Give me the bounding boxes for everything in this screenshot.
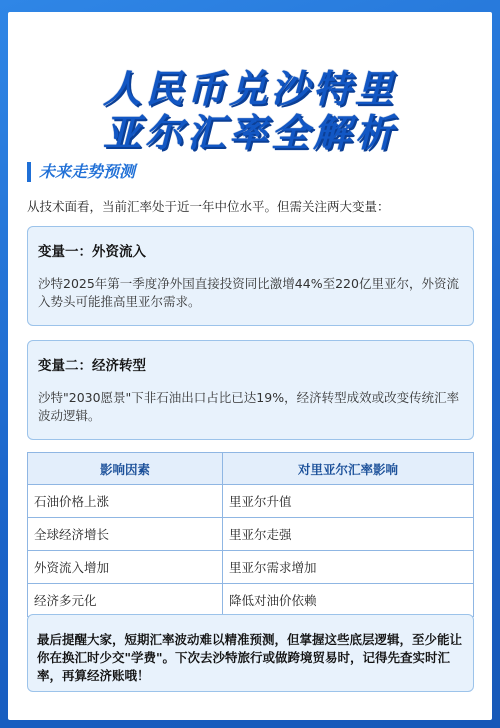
section-heading: 未来走势预测: [27, 162, 135, 182]
variable-text: 沙特2025年第一季度净外国直接投资同比激增44%至220亿里亚尔，外资流入势头可能推高里亚尔需求。: [38, 276, 459, 309]
table-cell-impact: 降低对油价依赖: [223, 584, 474, 617]
variable-box-2: [27, 340, 474, 440]
table-row: [28, 584, 474, 617]
table-cell-impact: 里亚尔需求增加: [223, 551, 474, 584]
table-header-factor: 影响因素: [28, 453, 223, 485]
page-title-line-1: 人民币兑沙特里: [102, 67, 397, 111]
page-title-line-2: 亚尔汇率全解析: [102, 111, 397, 155]
table-cell-factor: 石油价格上涨: [28, 485, 223, 518]
table-cell-factor: 经济多元化: [28, 584, 223, 617]
table-row: [28, 551, 474, 584]
table-header-row: [28, 453, 474, 485]
table-row: [28, 518, 474, 551]
table-cell-impact: 里亚尔走强: [223, 518, 474, 551]
table-row: [28, 485, 474, 518]
variable-title: 变量一：外资流入: [38, 244, 146, 260]
variable-text: 沙特"2030愿景"下非石油出口占比已达19%，经济转型成效或改变传统汇率波动逻辑。: [38, 390, 460, 423]
table-cell-factor: 外资流入增加: [28, 551, 223, 584]
table-cell-impact: 里亚尔升值: [223, 485, 474, 518]
variable-title: 变量二：经济转型: [38, 358, 146, 374]
table-cell-factor: 全球经济增长: [28, 518, 223, 551]
closing-note: 最后提醒大家，短期汇率波动难以精准预测，但掌握这些底层逻辑，至少能让你在换汇时少交"学费"。下次去沙特旅行或做跨境贸易时，记得先查实时汇率，再算经济账哦！: [27, 614, 474, 692]
impact-table: [27, 452, 474, 617]
section-intro: 从技术面看，当前汇率处于近一年中位水平。但需关注两大变量：: [27, 199, 390, 214]
variable-box-1: [27, 226, 474, 326]
table-header-impact: 对里亚尔汇率影响: [223, 453, 474, 485]
